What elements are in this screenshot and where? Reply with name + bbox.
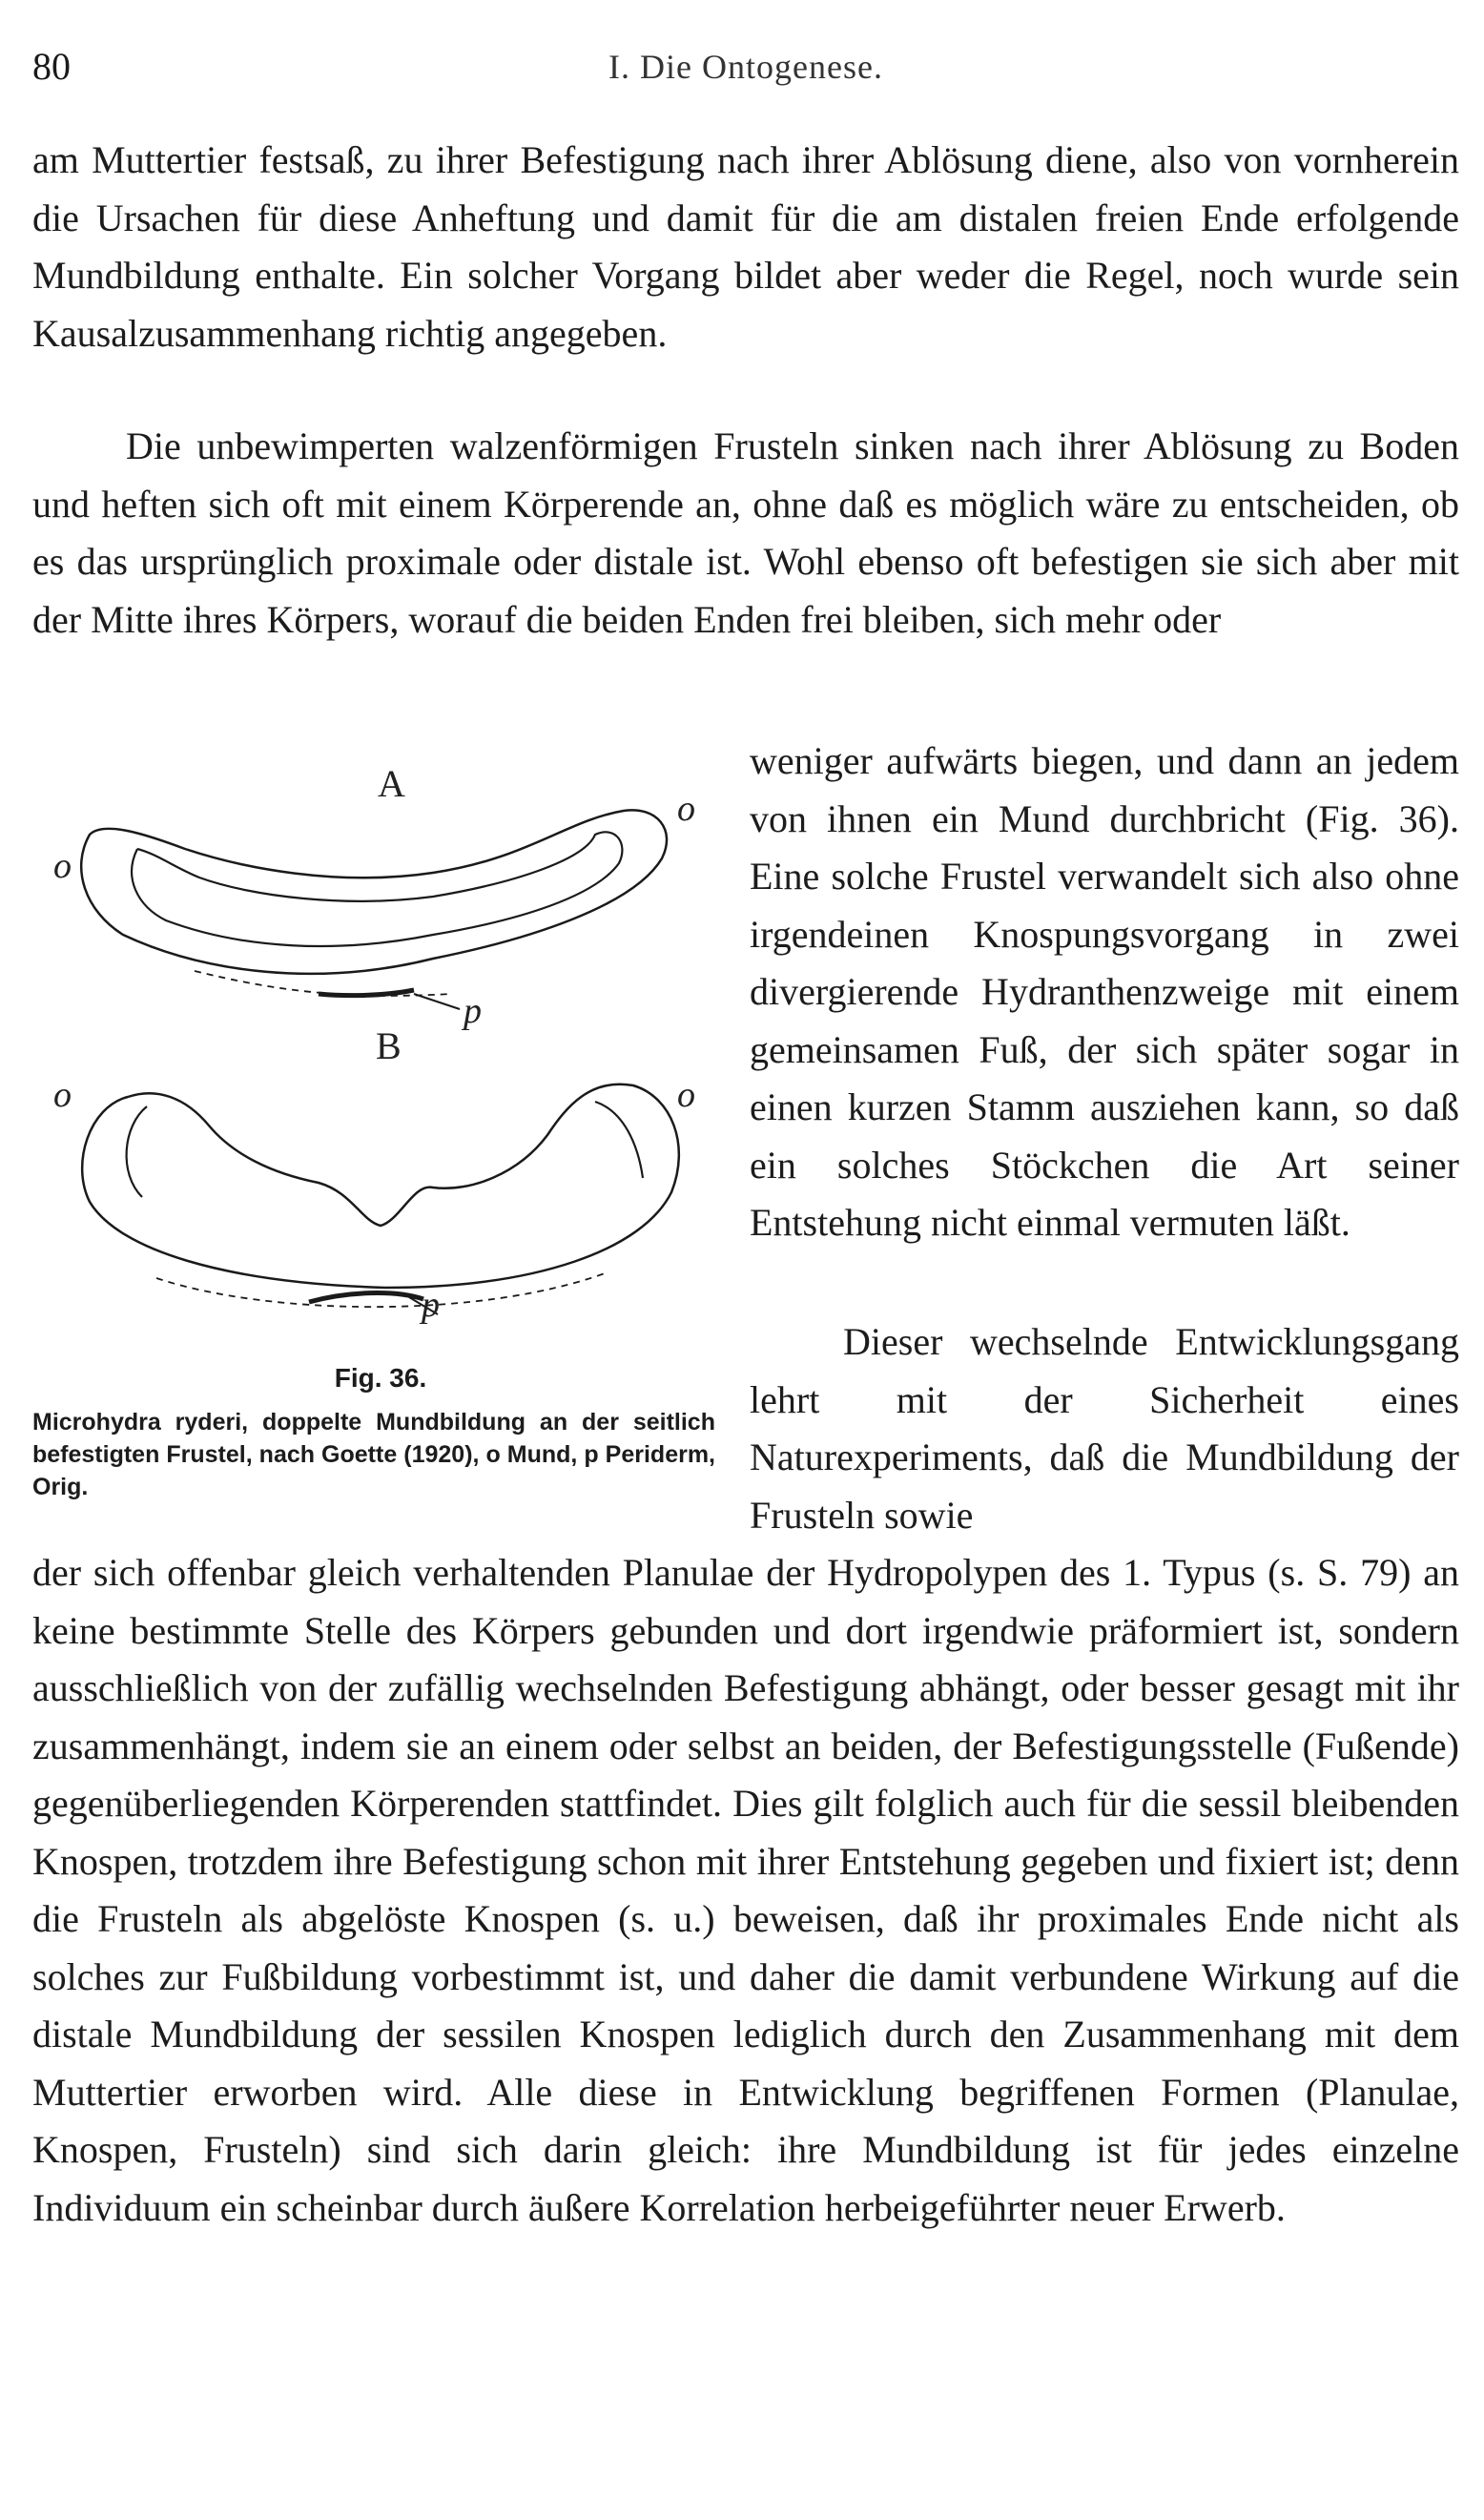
- figure-b-inner-left-outline: [127, 1106, 147, 1197]
- figure-b-mouth-right-label: o: [677, 1075, 695, 1115]
- figure-a-outer-outline: [81, 810, 667, 973]
- figure-b-outer-outline: [82, 1084, 679, 1288]
- figure-a-label: A: [378, 762, 405, 805]
- figure-a-mouth-left-label: o: [53, 846, 72, 886]
- figure-b-label: B: [376, 1024, 402, 1067]
- page-header: [32, 38, 1459, 95]
- paragraph-2-side-column: weniger aufwärts biegen, und dann an jedem von ihnen ein Mund durchbricht (Fig. 36). Eine solche Frustel verwandelt sich also ohne irgendeinen Knospungsvorgang in zwei divergierende Hydranthenzweige mit einem gemeinsamen Fuß, der sich später sogar in einen kurzen Stamm ausziehen kann, so daß ein solches Stöckchen die Art seiner Entstehung nicht einmal vermuten läßt.: [750, 739, 1459, 1244]
- page-number: 80: [32, 45, 71, 88]
- figure-a-mouth-right-label: o: [677, 789, 695, 829]
- figure-b-periderm-label: p: [422, 1285, 440, 1325]
- book-page: [32, 38, 1459, 2499]
- figure-number: Fig. 36.: [334, 1363, 427, 1393]
- paragraph-2-full-width: Die unbewimperten walzenförmigen Frusteln sinken nach ihrer Ablösung zu Boden und heften sich oft mit einem Körperende an, ohne daß es möglich wäre zu entscheiden, ob es das ursprünglich proximale oder distale ist. Wohl ebenso oft befestigen sie sich aber mit der Mitte ihres Körpers, worauf die beiden Enden frei bleiben, sich mehr oder: [32, 424, 1459, 641]
- figure-caption: Microhydra ryderi, doppelte Mundbildung an der seitlich befestigten Frustel, nach Goette (1920), o Mund, p Periderm, Orig.: [32, 1409, 715, 1500]
- figure-36-drawing: [32, 744, 729, 1354]
- paragraph-3-full-width: der sich offenbar gleich verhaltenden Planulae der Hydropolypen des 1. Typus (s. S. 79) an keine bestimmte Stelle des Körpers gebunden und dort irgendwie präformiert ist, sondern ausschließlich von der zufällig wechselnden Befestigung abhängt, oder besser gesagt mit ihr zusammenhängt, indem sie an einem oder selbst an beiden, der Befestigungsstelle (Fußende) gegenüberliegenden Körperenden stattfindet. Dies gilt folglich auch für die sessil bleibenden Knospen, trotzdem ihre Befestigung schon mit ihrer Entstehung gegeben und fixiert ist; denn die Frusteln als abgelöste Knospen (s. u.) beweisen, daß ihr proximales Ende nicht als solches zur Fußbildung vorbestimmt ist, und daher die damit verbundene Wirkung auf die distale Mundbildung der sessilen Knospen lediglich durch den Zusammenhang mit dem Muttertier erworben wird. Alle diese in Entwicklung begriffenen Formen (Planulae, Knospen, Frusteln) sind sich darin gleich: ihre Mundbildung ist für jedes einzelne Individuum ein scheinbar durch äußere Korrelation herbeigeführter neuer Erwerb.: [32, 1551, 1459, 2229]
- running-head: I. Die Ontogenese.: [608, 48, 883, 86]
- paragraph-3-side-column: Dieser wechselnde Entwicklungsgang lehrt mit der Sicherheit eines Naturexperiments, daß die Mundbildung der Frusteln sowie: [750, 1320, 1459, 1537]
- figure-b-periderm: [156, 1273, 605, 1307]
- paragraph-1: am Muttertier festsaß, zu ihrer Befestigung nach ihrer Ablösung diene, also von vornherein die Ursachen für diese Anheftung und damit für die am distalen freien Ende erfolgende Mundbildung enthalte. Ein solcher Vorgang bildet aber weder die Regel, noch wurde sein Kausalzusammenhang richtig angegeben.: [32, 138, 1459, 355]
- figure-b-inner-right-outline: [595, 1102, 643, 1178]
- figure-36: [32, 744, 729, 1507]
- figure-a-periderm-label: p: [464, 991, 482, 1031]
- figure-b-mouth-left-label: o: [53, 1075, 72, 1115]
